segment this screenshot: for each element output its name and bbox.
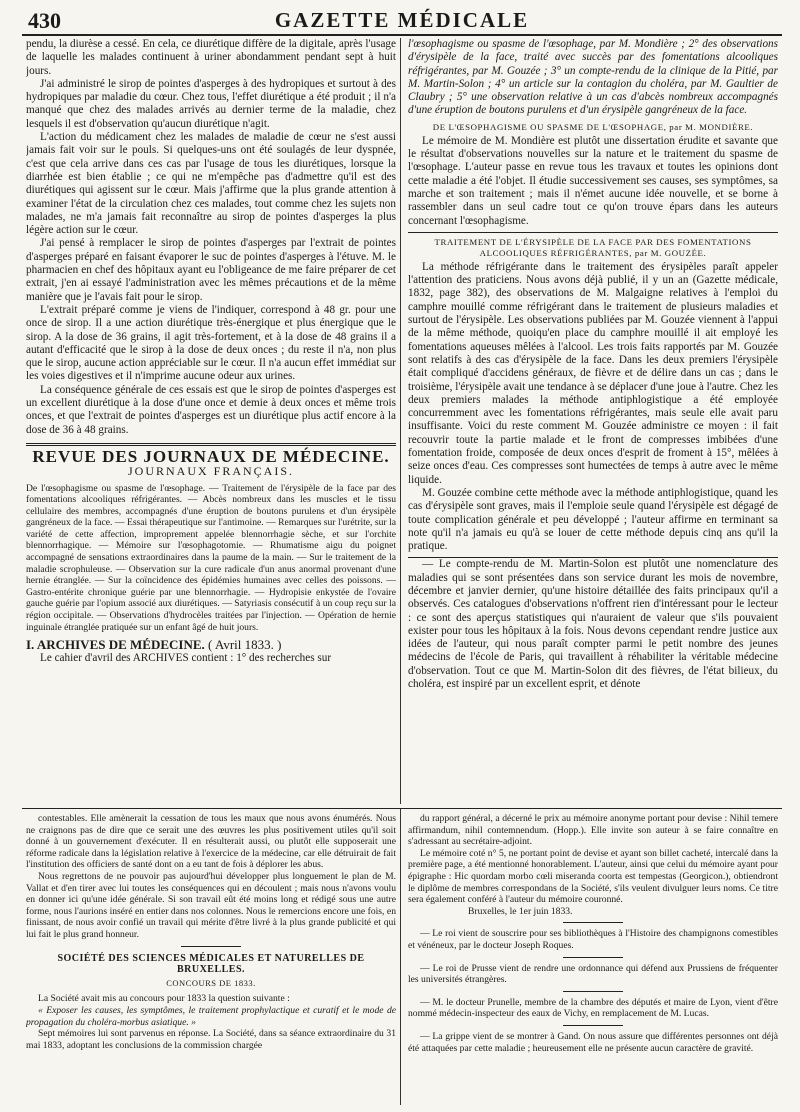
paragraph: La Société avait mis au concours pour 1833 la question suivante :	[38, 993, 290, 1005]
upper-section	[22, 38, 782, 804]
archives-heading	[26, 638, 396, 651]
paragraph: J'ai pensé à remplacer le sirop de pointes d'asperges par l'extrait de pointes d'asperges préparé en faisant évaporer le suc de pointes d'asperges à l'étuve. M. le pharmacien en chef des hôpitaux ayant eu l'obligeance de me faire préparer de cet extrait, j'en ai essayé l'administration avec les mêmes précautions et de la même manière que je l'avais fait pour le sirop.	[26, 237, 396, 303]
page-header	[22, 8, 782, 36]
page-number: 430	[28, 8, 61, 33]
newspaper-page	[22, 8, 782, 1104]
news-item: — La grippe vient de se montrer à Gand. On nous assure que différentes personnes ont déjà été attaquées par cette maladie ; heureusement elle ne présente aucun caractère de gravité.	[408, 1030, 778, 1054]
column-rule	[400, 809, 401, 1105]
paragraph: L'action du médicament chez les malades de maladie de cœur ne s'est aussi jamais fait voir sur le pouls. Si quelques-uns ont été soulagés de leur dyspnée, c'est que cela arrive dans ces cas par l'usage de tous les diurétiques, lorsque la diarrhée est bien établie ; ce qui ne m'empêche pas d'admettre qu'il est des diurétiques qui agissent sur le cœur. Mais j'affirme que la plus grande attention à examiner l'état de la circulation chez ces malades, tout comme chez les sujets non malades, ne m'a jamais fait reconnaître au sirop de pointes d'asperges la plus légère action sur le cœur.	[26, 131, 396, 237]
paragraph: M. Gouzée combine cette méthode avec la méthode antiphlogistique, quand les cas d'érysipèle sont graves, mais il l'emploie seule quand l'érysipèle est dégagé de toute complication générale et peu développé ; l'auteur affirme en terminant sa note qu'il n'a jamais eu qu'à se louer de cette méthode depuis cinq ans qu'il la pratique.	[408, 486, 778, 553]
divider	[563, 957, 623, 958]
paragraph: Le mémoire coté n° 5, ne portant point de devise et ayant son billet cacheté, intercalé dans la première page, a été mentionné honorablement. L'auteur, ainsi que celui du mémoire ayant pour épigraphe : Hic quordam morbo cœli miseranda coorta est tempestas (Georgicon.), obtiendront le diplôme de membres correspondans de la Société, s'ils veulent divulguer leurs noms. Ce titre sera également conféré à l'auteur du mémoire couronné.	[408, 847, 778, 906]
divider	[408, 232, 778, 233]
concours-heading: CONCOURS DE 1833.	[166, 977, 256, 988]
divider	[563, 1025, 623, 1026]
contest-question: « Exposer les causes, les symptômes, le traitement prophylactique et curatif et le mode de propagation du choléra-morbus asiatique. »	[26, 1004, 396, 1028]
archives-title: I. ARCHIVES DE MÉDECINE.	[26, 637, 205, 653]
paragraph: Le mémoire de M. Mondière est plutôt une dissertation érudite et savante que le résultat d'observations nouvelles sur la nature et le traitement du spasme de l'œsophage. L'auteur passe en revue tous les travaux et toutes les opinions dont cette maladie a été l'objet. Il étudie successivement ses causes, ses symptômes, sa marche et son traitement ; mais il n'émet aucune idée nouvelle, et se borne à rassembler dans un seul cadre tout ce qu'on trouve épars dans les auteurs concernant l'œsophagisme.	[408, 134, 778, 227]
paragraph: La méthode réfrigérante dans le traitement des érysipèles paraît appeler l'attention des praticiens. Nous avons déjà publié, il y un an (Gazette médicale, 1832, page 382), des observations de M. Malgaigne relatives à l'emploi du camphre mouillé comme réfrigérant dans le traitement de plusieurs maladies et surtout de l'érysipèle. Les observations publiées par M. Gouzée viennent à l'appui de la même méthode, quoiqu'en place du camphre mouillé il ait employé les fomentations aqueuses mêlées à l'alcool. Les trois faits rapportés par M. Gouzée sont relatifs à des cas d'érysipèle de la face. Dans les deux premiers l'érysipèle était compliqué d'accidens généraux, de fièvre et de délire dans un cas ; dans le troisième, l'érysipèle avait une tendance à se déplacer d'une joue à l'autre. Chez les deux premiers malades la méthode antiphlogistique a été employée concurremment avec les fomentations réfrigérantes, mais seule elle avait paru insuffisante. Voici du reste comment M. Gouzée administre ce moyen : il fait recouvrir toute la partie malade et le front de compresses imbibées d'une fomentation froide, composée de deux onces d'esprit de froment à 15°, mêlées à seize onces d'eau. Ces compresses sont humectées de temps à autre avec le même liquide.	[408, 260, 778, 486]
paragraph: J'ai administré le sirop de pointes d'asperges à des hydropiques et surtout à des hydropiques par maladie du cœur. Chez tous, l'effet diurétique a été produit ; il n'a manqué que chez des malades arrivés au dernier terme de la maladie, chez lesquels il est d'observation qu'aucun diurétique n'agit.	[26, 77, 396, 130]
revue-summary: De l'œsophagisme ou spasme de l'œsophage. — Traitement de l'érysipèle de la face par des fomentations alcooliques réfrigérantes. — Abcès nombreux dans les muscles et le tissu cellulaire des membres, accompagnés d'une éruption de boutons purulens et d'un érysipèle gangréneux de la face. — Essai thérapeutique sur l'antimoine. — Remarques sur l'urétrite, sur la variété de cette affection, improprement appelée blennorrhagie sèche, et sur l'orchite blennorrhagique. — Mémoire sur l'œsophagotomie. — Rhumatisme aigu du poignet accompagné de sensations extraordinaires dans la paume de la main. — Sur le traitement de la maladie scrophuleuse. — Observation sur la cure radicale d'un anus anormal provenant d'une hernie étranglée. — Sur la coïncidence des épidémies humaines avec celles des poissons. — Gastro-entérite chronique guérie par une blennorrhagie. — Hydropisie enkystée de l'ovaire gauche guérie par l'opium associé aux diurétiques. — Satyriasis consécutif à un coup reçu sur la région occipitale. — Observations d'hydrocèles traitées par l'injection. — Opération de hernie inguinale étranglée pratiquée sur un enfant âgé de huit jours.	[26, 482, 396, 633]
bottom-right-column	[408, 813, 778, 1103]
lower-section	[22, 808, 782, 1105]
news-item: — Le roi vient de souscrire pour ses bibliothèques à l'Histoire des champignons comestibles et vénéneux, par le docteur Joseph Roques.	[408, 928, 778, 951]
divider	[563, 991, 623, 992]
revue-title: REVUE DES JOURNAUX DE MÉDECINE.	[32, 446, 390, 466]
paragraph: contestables. Elle amènerait la cessation de tous les maux que nous avons énumérés. Nous ne craignons pas de dire que ce serait une des œuvres les plus positivement utiles qu'il soit donné à un gouvernement d'exécuter. Il en résulterait aussi, ou plutôt elle supposerait une réforme radicale dans la législation relative à l'exercice de la médecine, car elle détruirait de fait l'institution des officiers de santé dont on a eu tant de fois à déplorer les abus.	[26, 813, 396, 871]
right-column	[408, 38, 778, 804]
column-rule	[400, 38, 401, 804]
paragraph: La conséquence générale de ces essais est que le sirop de pointes d'asperges est un excellent diurétique à la dose d'une once et demie à deux onces et même trois onces, et que l'extrait de pointes d'asperges est un diurétique plus actif encore à la dose de 36 à 48 grains.	[26, 383, 396, 436]
news-item: — M. le docteur Prunelle, membre de la chambre des députés et maire de Lyon, vient d'être nommé médecin-inspecteur des eaux de Vichy, en remplacement de M. Lucas.	[408, 996, 778, 1020]
left-column	[26, 38, 396, 804]
journal-title: GAZETTE MÉDICALE	[274, 8, 530, 32]
paragraph: du rapport général, a décerné le prix au mémoire anonyme portant pour devise : Nihil temere affirmandum, nihil contemnendum. (Hopp.). Elle invite son auteur à se faire connaître en s'adressant au secrétaire-adjoint.	[408, 813, 778, 848]
archives-contents: l'œsophagisme ou spasme de l'œsophage, par M. Mondière ; 2° des observations d'érysipèle de la face, traité avec succès par des fomentations alcooliques réfrigérantes, par M. Gouzée ; 3° un compte-rendu de la clinique de la Pitié, par M. Martin-Solon ; 4° un article sur la contagion du choléra, par M. Gaultier de Claubry ; 5° une observation relative à un cas d'abcès nombreux accompagnés d'une éruption de boutons purulens et d'un érysipèle gangréneux de la face.	[408, 38, 778, 117]
dateline: Bruxelles, le 1er juin 1833.	[468, 905, 573, 917]
paragraph: pendu, la diurèse a cessé. En cela, ce diurétique diffère de la digitale, après l'usage de laquelle les malades continuent à uriner abondamment pendant sept à huit jours.	[26, 38, 396, 77]
revue-summary-block	[26, 483, 396, 634]
paragraph: L'extrait préparé comme je viens de l'indiquer, correspond à 48 gr. pour une once de sirop. Il a une action diurétique très-énergique et plus énergique que le sirop. A la dose de 36 grains, il agit très-fortement, et à la dose de 48 grains il a autant d'efficacité que le sirop à la dose de deux onces ; du reste il n'a, non plus que le sirop, aucune action appréciable sur le cœur. Il n'a aucun effet immédiat sur les voies digestives et il n'imprime aucune odeur aux urines.	[26, 303, 396, 383]
archives-intro: Le cahier d'avril des ARCHIVES contient : 1° des recherches sur	[40, 651, 332, 664]
paragraph: Sept mémoires lui sont parvenus en réponse. La Société, dans sa séance extraordinaire du 31 mai 1833, adoptant les conclusions de la commission chargée	[26, 1028, 396, 1051]
news-item: — Le roi de Prusse vient de rendre une ordonnance qui défend aux Prussiens de fréquenter les universités étrangères.	[408, 962, 778, 986]
paragraph: Nous regrettons de ne pouvoir pas aujourd'hui développer plus longuement le plan de M. Vallat et d'en tirer avec lui toutes les conséquences qui en découlent ; mais nous n'avons voulu en donner ici qu'une idée générale. Si son travail eût été moins long et rédigé sous une autre forme, nous l'aurions inséré en entier dans nos colonnes. Nous le remercions encore une fois, en finissant, de nous avoir confié un travail qui mérite d'être livré à la plus grande publicité et qui lui fait le plus grand honneur.	[26, 870, 396, 940]
divider	[563, 922, 623, 923]
section-divider	[26, 443, 396, 446]
bottom-left-column	[26, 813, 396, 1103]
revue-subtitle: JOURNAUX FRANÇAIS.	[127, 464, 295, 479]
society-heading: SOCIÉTÉ DES SCIENCES MÉDICALES ET NATURELLES DE BRUXELLES.	[57, 952, 365, 976]
paragraph: — Le compte-rendu de M. Martin-Solon est plutôt une nomenclature des maladies qui se sont présentées dans son service durant les mois de novembre, décembre et janvier dernier, qu'une histoire détaillée des faits principaux qu'il a observés. Ces catalogues d'observations n'offrent rien d'intéressant pour le lecteur : ce sont des aperçus statistiques qui n'auraient de valeur que s'ils pouvaient exister pour tous les hôpitaux à la fois. Nous devons cependant rendre justice aux idées de l'auteur, qui nous paraît compter parmi le petit nombre des jeunes médecins de l'école de Paris, qui travaillent à réhabiliter la véritable médecine d'observation. Tout ce que M. Martin-Solon dit des fièvres, de l'état bilieux, du choléra, est inspiré par un excellent esprit, et dénote	[408, 558, 778, 691]
section-heading-oesophagisme: DE L'ŒSOPHAGISME OU SPASME DE L'ŒSOPHAGE, par M. MONDIÈRE.	[432, 121, 754, 132]
divider	[181, 946, 241, 947]
archives-date: ( Avril 1833. )	[208, 637, 282, 653]
section-heading-erysipele: TRAITEMENT DE L'ÉRYSIPÈLE DE LA FACE PAR DES FOMENTATIONS ALCOOLIQUES RÉFRIGÉRANTES, par M. GOUZÉE.	[434, 236, 752, 258]
